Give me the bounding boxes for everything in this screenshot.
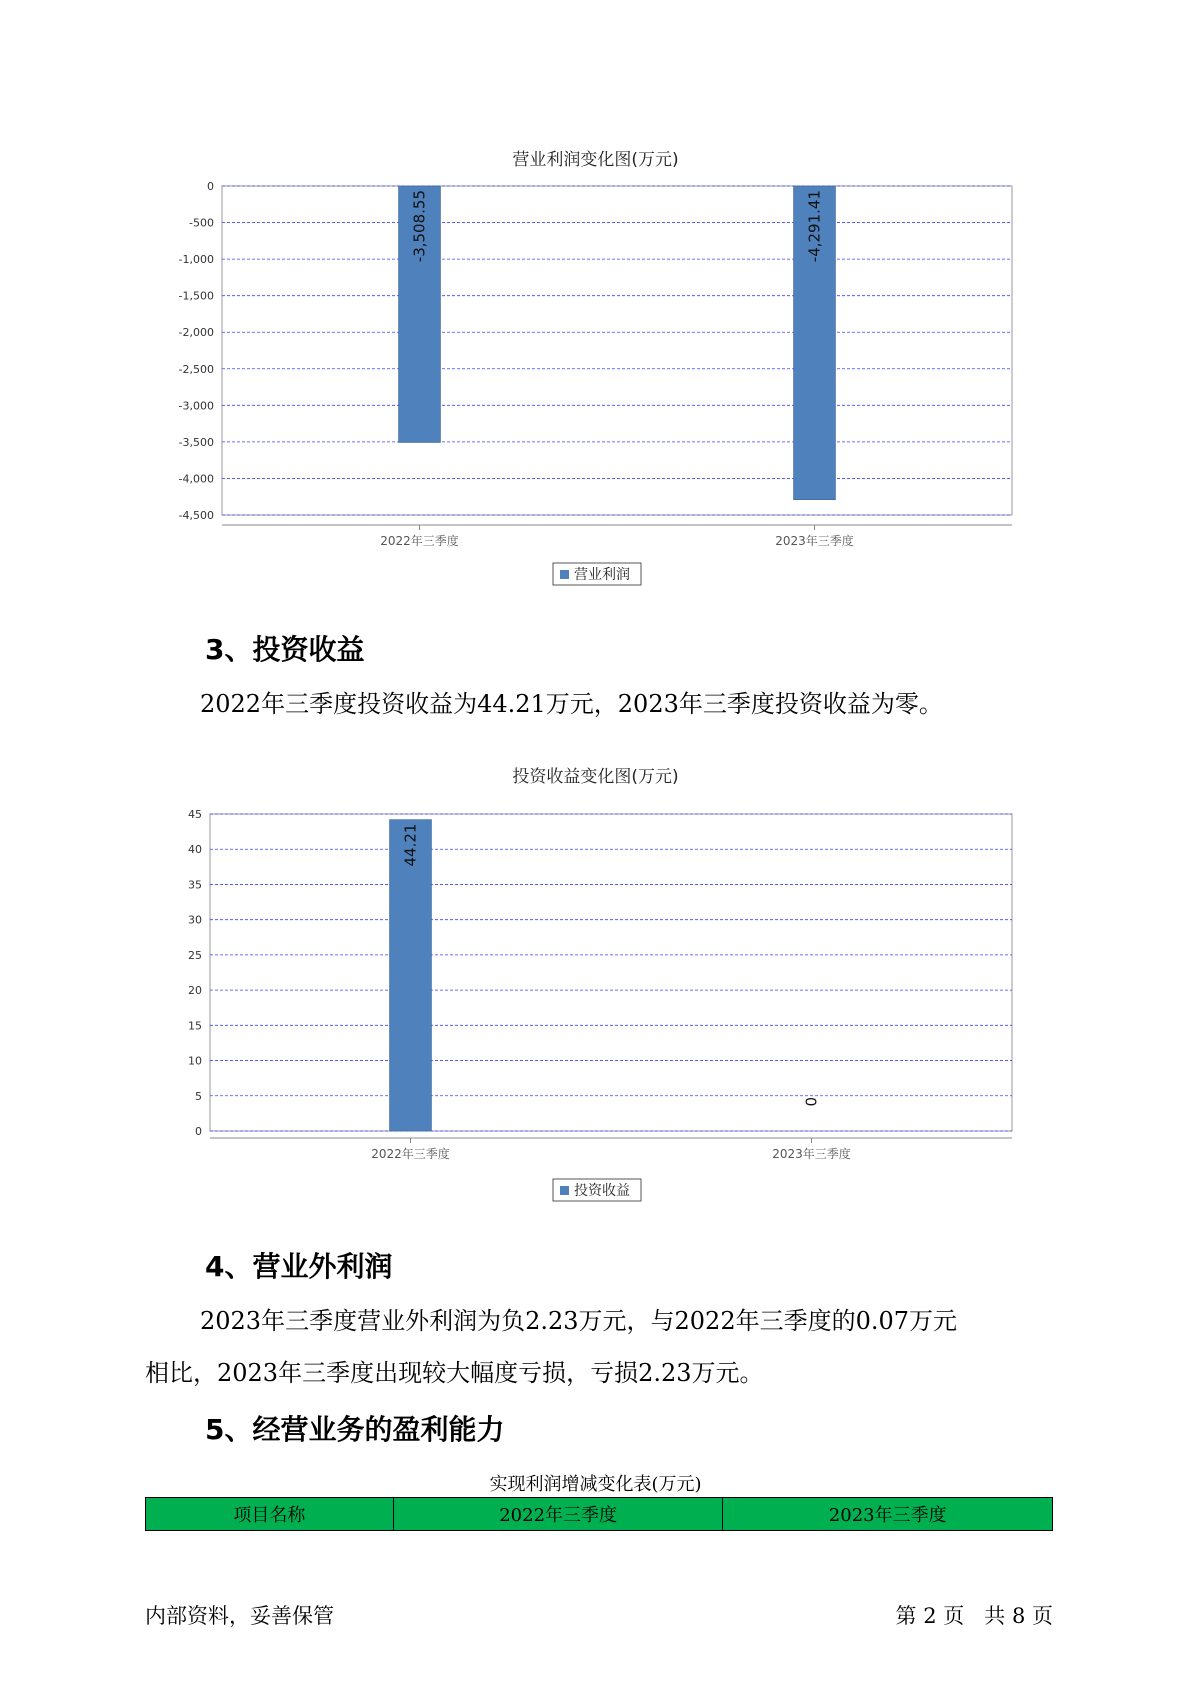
data-label: 0 (802, 1097, 821, 1107)
plot-area (222, 186, 1012, 515)
y-tick-label: 20 (188, 984, 202, 998)
table-title: 实现利润增减变化表(万元) (489, 1474, 702, 1495)
y-tick-label: -500 (189, 216, 214, 230)
plot-area (210, 814, 1012, 1131)
y-tick-label: -1,500 (178, 289, 214, 303)
table-header-row (146, 1498, 1053, 1531)
section-heading-profitability: 5、经营业务的盈利能力 (205, 1413, 505, 1446)
y-tick-label: 45 (188, 808, 202, 821)
chart-title-investment-income: 投资收益变化图(万元) (512, 767, 679, 787)
data-label: -4,291.41 (805, 190, 824, 263)
section-heading-non-operating: 4、营业外利润 (205, 1250, 393, 1283)
table-header-item-name: 项目名称 (146, 1498, 394, 1531)
y-tick-label: 0 (195, 1125, 202, 1138)
y-tick-label: -2,000 (178, 326, 214, 340)
y-tick-label: -3,500 (178, 435, 214, 449)
x-tick-label: 2022年三季度 (380, 534, 459, 548)
y-tick-label: -3,000 (178, 399, 214, 413)
footer-confidential: 内部资料，妥善保管 (145, 1604, 334, 1628)
non-operating-paragraph-line2: 相比，2023年三季度出现较大幅度亏损，亏损2.23万元。 (145, 1359, 764, 1387)
table-header-2022q3: 2022年三季度 (393, 1498, 723, 1531)
x-tick-label: 2023年三季度 (772, 1147, 851, 1161)
y-tick-label: -4,500 (178, 509, 214, 522)
x-tick-label: 2022年三季度 (371, 1147, 450, 1161)
data-label: -3,508.55 (410, 190, 429, 263)
y-tick-label: 35 (188, 878, 202, 892)
footer-page-number: 第 2 页 共 8 页 (895, 1604, 1053, 1628)
y-tick-label: 10 (188, 1054, 202, 1068)
y-tick-label: 25 (188, 948, 202, 962)
non-operating-paragraph-line1: 2023年三季度营业外利润为负2.23万元，与2022年三季度的0.07万元 (200, 1307, 958, 1335)
y-tick-label: 0 (207, 180, 214, 193)
legend-swatch (560, 570, 569, 579)
x-tick-label: 2023年三季度 (775, 534, 854, 548)
operating-profit-chart (0, 172, 1191, 592)
y-tick-label: 15 (188, 1019, 202, 1033)
investment-income-chart (0, 790, 1191, 1210)
legend-swatch (560, 1186, 569, 1195)
legend-label: 投资收益 (574, 1183, 630, 1199)
chart-title-operating-profit: 营业利润变化图(万元) (512, 150, 679, 170)
y-tick-label: -4,000 (178, 472, 214, 486)
y-tick-label: 40 (188, 843, 202, 857)
y-tick-label: 5 (195, 1089, 202, 1103)
y-tick-label: 30 (188, 913, 202, 927)
investment-paragraph: 2022年三季度投资收益为44.21万元，2023年三季度投资收益为零。 (200, 690, 943, 718)
table-header-2023q3: 2023年三季度 (723, 1498, 1053, 1531)
section-heading-investment: 3、投资收益 (205, 633, 365, 666)
legend-label: 营业利润 (574, 567, 630, 583)
y-tick-label: -1,000 (178, 253, 214, 267)
profit-change-table (145, 1497, 1053, 1531)
y-tick-label: -2,500 (178, 362, 214, 376)
data-label: 44.21 (401, 823, 420, 867)
